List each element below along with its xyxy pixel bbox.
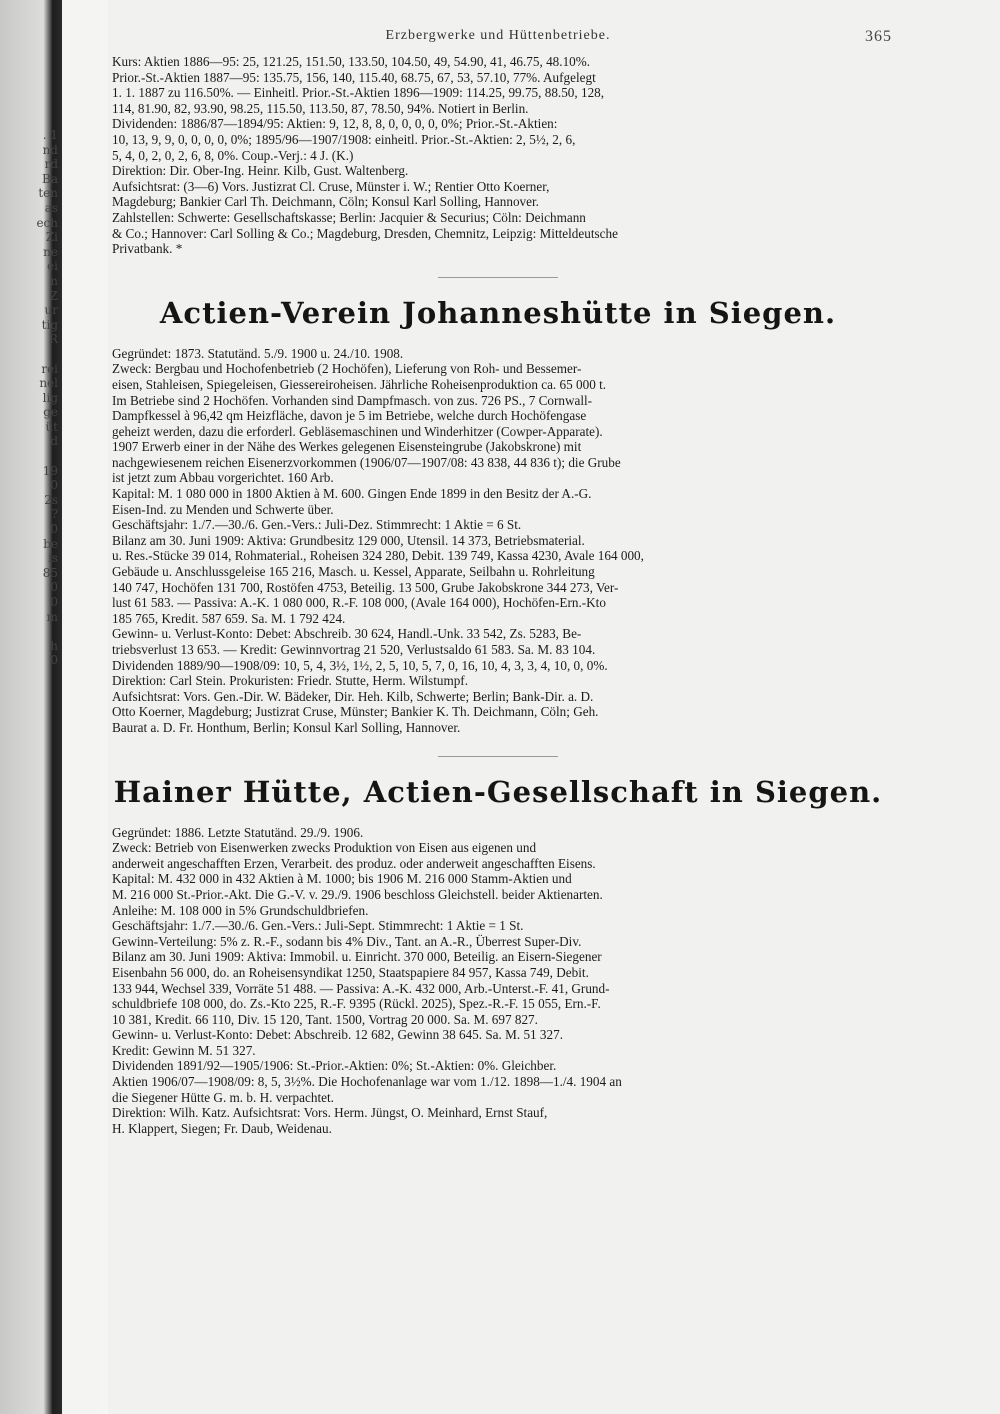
margin-fragment: ei: [47, 259, 58, 274]
text-line: anderweit angeschafften Erzen, Verarbeit. des produz. oder anderweit angeschafften Eisens.: [112, 855, 596, 871]
text-line: Zahlstellen: Schwerte: Gesellschaftskasse; Berlin: Jacquier & Securius; Cöln: Deichmann: [112, 209, 586, 225]
text-line: Gewinn- u. Verlust-Konto: Debet: Abschreib. 30 624, Handl.-Unk. 33 542, Zs. 5283, Be-: [112, 626, 582, 642]
text-line: Dividenden 1891/92—1905/1906: St.-Prior.-Aktien: 0%; St.-Aktien: 0%. Gleichber.: [112, 1058, 557, 1074]
text-line: Gewinn-Verteilung: 5% z. R.-F., sodann bis 4% Div., Tant. an A.-R., Überrest Super-Div.: [112, 933, 582, 949]
margin-fragment: ten: [38, 186, 58, 201]
margin-fragment: 19: [42, 463, 58, 478]
margin-fragment: rei: [41, 361, 58, 376]
margin-fragment: as: [44, 200, 58, 215]
text-line: Kapital: M. 1 080 000 in 1800 Aktien à M. 600. Gingen Ende 1899 in den Besitz der A.-G.: [112, 486, 592, 502]
margin-fragment: lig: [42, 390, 58, 405]
margin-fragment: ?: [51, 507, 58, 522]
text-line: Gebäude u. Anschlussgeleise 165 216, Masch. u. Kessel, Apparate, Seilbahn u. Rohrleitung: [112, 564, 595, 580]
text-line: Gegründet: 1886. Letzte Statutänd. 29./9. 1906.: [112, 824, 364, 840]
divider: [438, 277, 558, 278]
margin-fragment: is: [48, 551, 58, 566]
text-line: Baurat a. D. Fr. Honthum, Berlin; Konsul Karl Solling, Hannover.: [112, 719, 461, 735]
margin-fragment: 2s: [44, 492, 58, 507]
margin-fragment: nd: [42, 142, 58, 157]
divider: [438, 756, 558, 757]
margin-fragment: tig: [41, 317, 58, 332]
text-line: schuldbriefe 108 000, do. Zs.-Kto 225, R.-F. 9395 (Rückl. 2025), Spez.-R.-F. 15 055, Ern.-F.: [112, 996, 601, 1012]
text-line: 10 381, Kredit. 66 110, Div. 15 120, Tant. 1500, Vortrag 20 000. Sa. M. 697 827.: [112, 1011, 538, 1027]
margin-fragment: . 1: [42, 128, 58, 142]
text-line: Anleihe: M. 108 000 in 5% Grundschuldbriefen.: [112, 902, 369, 918]
margin-fragment: 0: [50, 522, 58, 537]
running-title: Erzbergwerke und Hüttenbetriebe.: [385, 28, 611, 43]
text-line: Gewinn- u. Verlust-Konto: Debet: Abschreib. 12 682, Gewinn 38 645. Sa. M. 51 327.: [112, 1027, 564, 1043]
text-line: Eisen-Ind. zu Menden und Schwerte über.: [112, 501, 334, 517]
text-line: Direktion: Dir. Ober-Ing. Heinr. Kilb, Gust. Waltenberg.: [112, 163, 409, 179]
text-line: Prior.-St.-Aktien 1887—95: 135.75, 156, 140, 115.40, 68.75, 67, 53, 57.10, 77%. Aufgelegt: [112, 69, 596, 85]
margin-fragment: Ba: [42, 171, 58, 186]
margin-fragment: ur: [44, 303, 58, 318]
entry-hainer-huette: [112, 825, 884, 1137]
margin-fragment: 0: [50, 580, 58, 595]
margin-fragment: 0: [50, 595, 58, 609]
text-line: Kurs: Aktien 1886—95: 25, 121.25, 151.50, 133.50, 104.50, 49, 54.90, 41, 46.75, 48.10%.: [112, 54, 591, 69]
text-line: Aktien 1906/07—1908/09: 8, 5, 3½%. Die Hochofenanlage war vom 1./12. 1898—1./4. 1904 an: [112, 1074, 622, 1090]
margin-fragment: ne: [43, 244, 58, 259]
margin-fragment: [0, 449, 58, 464]
text-line: Kapital: M. 432 000 in 432 Aktien à M. 1000; bis 1906 M. 216 000 Stamm-Aktien und: [112, 871, 572, 887]
text-line: triebsverlust 13 653. — Kredit: Gewinnvortrag 21 520, Verlustsaldo 61 583. Sa. M. 83 104.: [112, 642, 596, 657]
margin-fragment: ech: [36, 215, 58, 230]
text-line: Dividenden 1889/90—1908/09: 10, 5, 4, 3½, 1½, 2, 5, 10, 5, 7, 0, 16, 10, 4, 3, 3, 4, 10, 0, 0%.: [112, 657, 608, 673]
margin-fragment: Zi: [45, 230, 58, 245]
margin-fragment: üt: [45, 419, 58, 434]
margin-fragment: 0: [50, 653, 58, 668]
margin-fragment: nel: [39, 376, 58, 391]
text-line: geheizt werden, dazu die erforderl. Gebläsemaschinen und Winderhitzer (Cowper-Apparate).: [112, 423, 603, 439]
margin-fragment: 0: [50, 478, 58, 493]
running-header: [112, 28, 892, 54]
text-line: Dividenden: 1886/87—1894/95: Aktien: 9, 12, 8, 8, 0, 0, 0, 0, 0%; Prior.-St.-Aktien:: [112, 116, 558, 132]
text-line: 1907 Erwerb einer in der Nähe des Werkes gelegenen Eisensteingrube (Jakobskrone) mit: [112, 439, 582, 455]
margin-fragment: n: [50, 273, 58, 288]
text-line: Kredit: Gewinn M. 51 327.: [112, 1042, 256, 1058]
margin-fragment: [0, 624, 58, 639]
margin-fragment: ge: [43, 405, 58, 420]
text-line: Gegründet: 1873. Statutänd. 5./9. 1900 u. 24./10. 1908.: [112, 345, 404, 361]
text-line: die Siegener Hütte G. m. b. H. verpachtet.: [112, 1089, 334, 1105]
margin-fragment: be: [43, 536, 58, 551]
entry-johanneshuette: [112, 346, 884, 736]
margin-fragment: R: [48, 332, 58, 347]
text-line: Im Betriebe sind 2 Hochöfen. Vorhanden sind Dampfmasch. von zus. 726 PS., 7 Cornwall-: [112, 392, 593, 408]
text-line: Geschäftsjahr: 1./7.—30./6. Gen.-Vers.: Juli-Sept. Stimmrecht: 1 Aktie = 1 St.: [112, 918, 524, 934]
text-line: 114, 81.90, 82, 93.90, 98.25, 115.50, 113.50, 87, 78.50, 94%. Notiert in Berlin.: [112, 100, 529, 116]
text-line: H. Klappert, Siegen; Fr. Daub, Weidenau.: [112, 1120, 332, 1136]
margin-fragment: d: [50, 434, 58, 449]
text-line: Direktion: Carl Stein. Prokuristen: Friedr. Stutte, Herm. Wilstumpf.: [112, 673, 468, 689]
text-line: u. Res.-Stücke 39 014, Rohmaterial., Roheisen 324 280, Debit. 139 749, Kassa 4230, Avale 164 000,: [112, 548, 644, 564]
text-line: ist jetzt zum Abbau vorgerichtet. 160 Arb.: [112, 470, 334, 486]
text-line: Magdeburg; Bankier Carl Th. Deichmann, Cöln; Konsul Karl Solling, Hannover.: [112, 194, 539, 210]
page-content: [112, 28, 892, 1136]
previous-entry-continuation: [112, 54, 884, 257]
text-line: Bilanz am 30. Juni 1909: Aktiva: Grundbesitz 129 000, Utensil. 14 373, Betriebsmaterial.: [112, 532, 585, 548]
margin-fragment: 85: [42, 565, 58, 580]
text-line: Dampfkessel à 96,42 qm Heizfläche, davon je 5 im Betriebe, welche durch Hochöfengase: [112, 408, 587, 424]
text-line: Geschäftsjahr: 1./7.—30./6. Gen.-Vers.: Juli-Dez. Stimmrecht: 1 Aktie = 6 St.: [112, 517, 522, 533]
margin-fragment: rd: [44, 157, 58, 172]
margin-fragment: Z: [49, 288, 58, 303]
text-line: 1. 1. 1887 zu 116.50%. — Einheitl. Prior.-St.-Aktien 1896—1909: 114.25, 99.75, 88.50, 128,: [112, 85, 605, 101]
text-line: Eisenbahn 56 000, do. an Roheisensyndikat 1250, Staatspapiere 84 957, Kassa 749, Debit.: [112, 964, 589, 980]
facing-page-fragments: [0, 128, 58, 668]
text-line: Direktion: Wilh. Katz. Aufsichtsrat: Vors. Herm. Jüngst, O. Meinhard, Ernst Stauf,: [112, 1105, 548, 1121]
text-line: Zweck: Betrieb von Eisenwerken zwecks Produktion von Eisen aus eigenen und: [112, 840, 537, 856]
text-line: 133 944, Wechsel 339, Vorräte 51 488. — Passiva: A.-K. 432 000, Arb.-Unterst.-F. 41, Grund-: [112, 980, 610, 996]
text-line: nachgewiesenem reichen Eisenerzvorkommen (1906/07—1907/08: 43 838, 44 836 t); die Grube: [112, 454, 621, 470]
margin-fragment: m: [46, 609, 58, 624]
text-line: Aufsichtsrat: Vors. Gen.-Dir. W. Bädeker, Dir. Heh. Kilb, Schwerte; Berlin; Bank-Dir. a. D.: [112, 688, 594, 704]
text-line: 140 747, Hochöfen 131 700, Rostöfen 4753, Beteilig. 13 500, Grube Jakobskrone 344 273, Ver-: [112, 579, 619, 595]
text-line: 5, 4, 0, 2, 0, 2, 6, 8, 0%. Coup.-Verj.: 4 J. (K.): [112, 147, 354, 163]
page-gutter: [62, 0, 108, 1414]
text-line: M. 216 000 St.-Prior.-Akt. Die G.-V. v. 29./9. 1906 beschloss Gleichstell. beider Aktienarten.: [112, 886, 603, 902]
text-line: Aufsichtsrat: (3—6) Vors. Justizrat Cl. Cruse, Münster i. W.; Rentier Otto Koerner,: [112, 178, 550, 194]
text-line: eisen, Stahleisen, Spiegeleisen, Giessereiroheisen. Jährliche Roheisenproduktion ca. 65 000 t.: [112, 376, 607, 392]
page-number: 365: [865, 28, 892, 45]
entry-title-johanneshuette: Actien-Verein Johanneshütte in Siegen.: [159, 295, 837, 330]
text-line: Privatbank. *: [112, 241, 183, 257]
margin-fragment: h: [50, 638, 58, 653]
text-line: Otto Koerner, Magdeburg; Justizrat Cruse, Münster; Bankier K. Th. Deichmann, Cöln; Geh.: [112, 704, 599, 720]
text-line: 10, 13, 9, 9, 0, 0, 0, 0, 0%; 1895/96—1907/1908: einheitl. Prior.-St.-Aktien: 2, 5½, 2, 6,: [112, 131, 576, 147]
entry-title-hainer-huette: Hainer Hütte, Actien-Gesellschaft in Siegen.: [113, 774, 883, 809]
text-line: & Co.; Hannover: Carl Solling & Co.; Magdeburg, Dresden, Chemnitz, Leipzig: Mitteldeutsche: [112, 225, 618, 241]
text-line: Zweck: Bergbau und Hochofenbetrieb (2 Hochöfen), Lieferung von Roh- und Bessemer-: [112, 361, 582, 377]
text-line: 185 765, Kredit. 587 659. Sa. M. 1 792 424.: [112, 610, 346, 626]
margin-fragment: [0, 347, 58, 362]
text-line: Bilanz am 30. Juni 1909: Aktiva: Immobil. u. Einricht. 370 000, Beteilig. an Eisern-Siegener: [112, 949, 602, 965]
text-line: lust 61 583. — Passiva: A.-K. 1 080 000, R.-F. 108 000, (Avale 164 000), Hochöfen-Ern.-Kto: [112, 595, 606, 611]
